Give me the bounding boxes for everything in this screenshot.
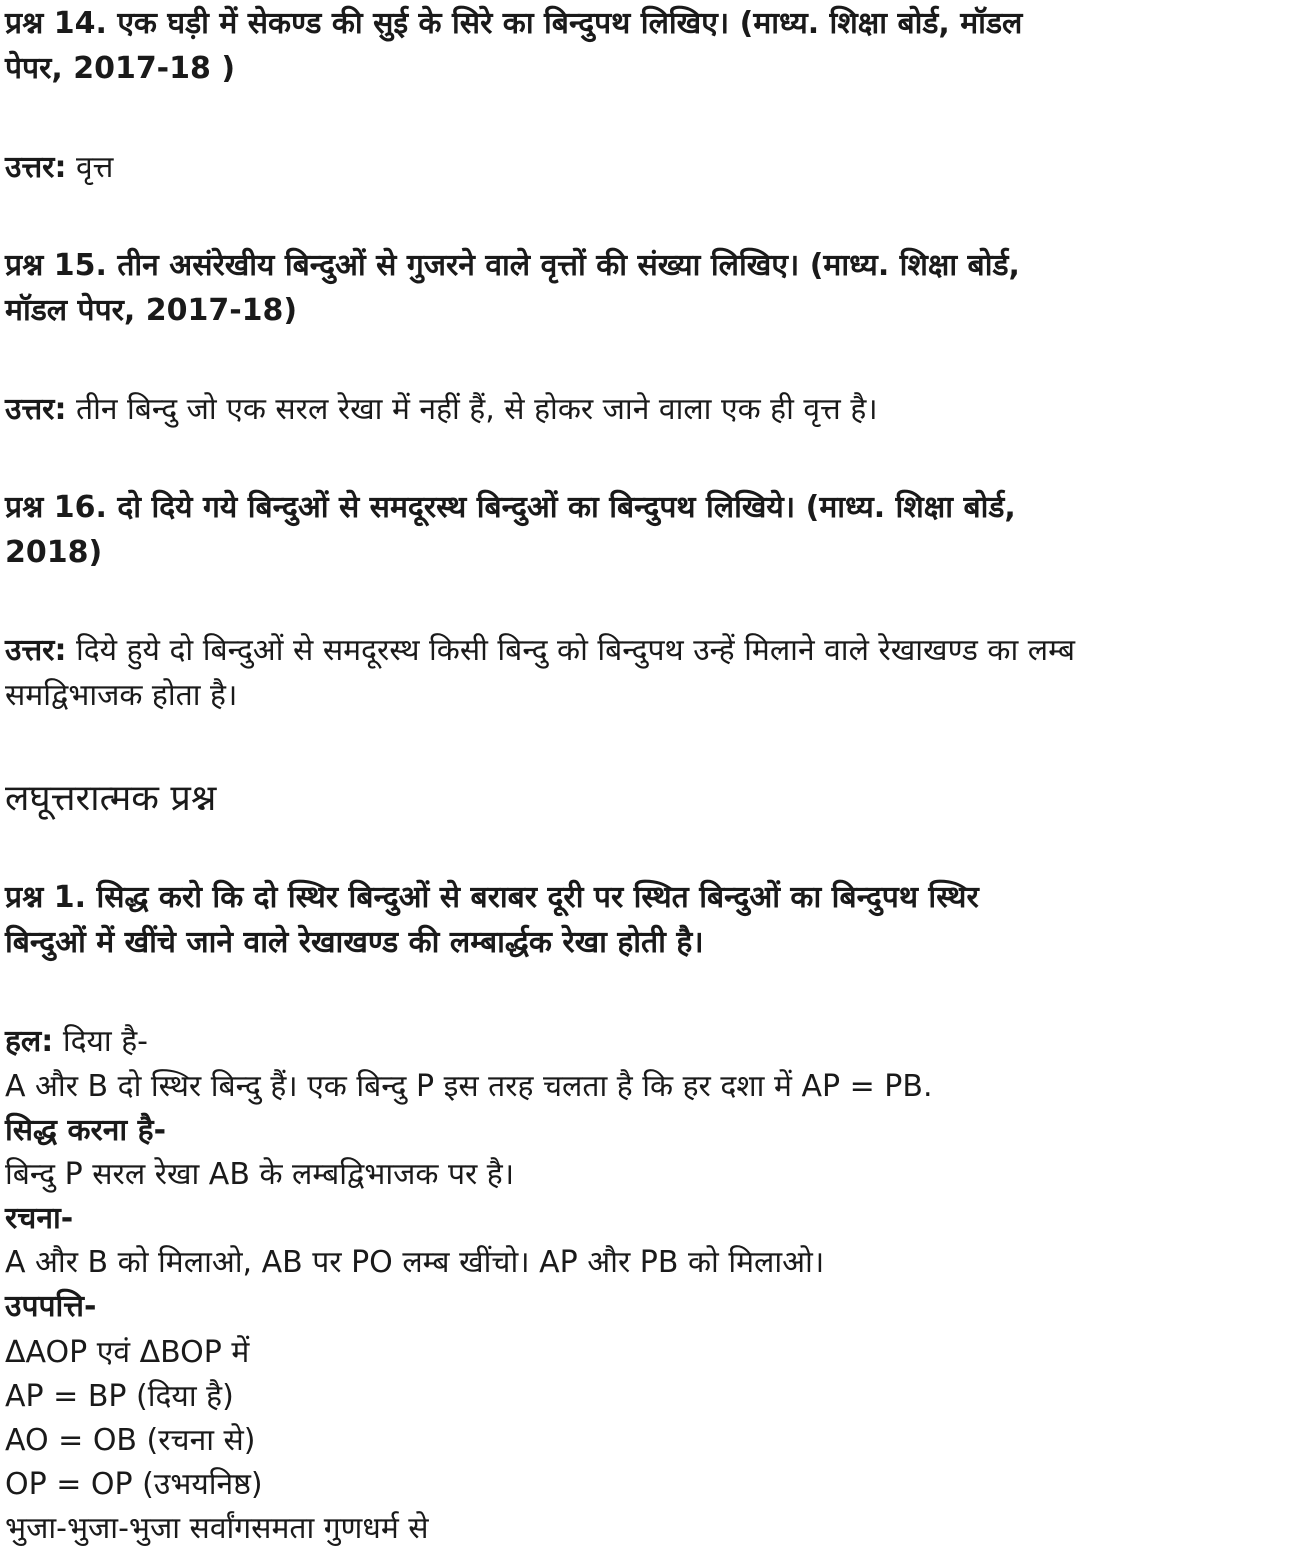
section-heading: लघूत्तरात्मक प्रश्न	[5, 778, 217, 819]
answer-label: उत्तर:	[5, 392, 67, 427]
to-prove-label: सिद्ध करना है-	[5, 1113, 167, 1148]
answer-text: वृत्त	[66, 150, 114, 185]
proof-line: ΔAOP एवं ΔBOP में	[5, 1335, 250, 1370]
answer-16-line-1	[5, 629, 1075, 673]
construction-statement: A और B को मिलाओ, AB पर PO लम्ब खींचो। AP और PB को मिलाओ।	[5, 1245, 825, 1280]
proof-line: भुजा-भुजा-भुजा सर्वांगसमता गुणधर्म से	[5, 1511, 429, 1546]
solution-label: हल:	[5, 1024, 54, 1059]
proof-line: AP = BP (दिया है)	[5, 1379, 234, 1414]
answer-14	[5, 146, 113, 190]
proof-line: AO = OB (रचना से)	[5, 1423, 256, 1458]
construction-label: रचना-	[5, 1201, 74, 1236]
given-statement: A और B दो स्थिर बिन्दु हैं। एक बिन्दु P इस तरह चलता है कि हर दशा में AP = PB.	[5, 1069, 933, 1104]
question-15-line-1: प्रश्न 15. तीन असंरेखीय बिन्दुओं से गुजरने वाले वृत्तों की संख्या लिखिए। (माध्य. शिक्षा बोर्ड,	[5, 248, 1020, 283]
to-prove-statement: बिन्दु P सरल रेखा AB के लम्बद्विभाजक पर है।	[5, 1157, 515, 1192]
solution-intro-text: दिया है-	[53, 1024, 148, 1059]
answer-text: दिये हुये दो बिन्दुओं से समदूरस्थ किसी बिन्दु को बिन्दुपथ उन्हें मिलाने वाले रेखाखण्ड का लम्ब	[66, 633, 1075, 668]
answer-16-line-2: समद्विभाजक होता है।	[5, 678, 238, 713]
question-1-line-2: बिन्दुओं में खींचे जाने वाले रेखाखण्ड की लम्बार्द्धक रेखा होती है।	[5, 925, 704, 960]
question-14-line-2: पेपर, 2017-18 )	[5, 51, 236, 86]
answer-label: उत्तर:	[5, 633, 67, 668]
question-16-line-2: 2018)	[5, 535, 103, 570]
answer-text: तीन बिन्दु जो एक सरल रेखा में नहीं हैं, से होकर जाने वाला एक ही वृत्त है।	[66, 392, 878, 427]
question-1-line-1: प्रश्न 1. सिद्ध करो कि दो स्थिर बिन्दुओं से बराबर दूरी पर स्थित बिन्दुओं का बिन्दुपथ स्थिर	[5, 880, 979, 915]
solution-intro	[5, 1020, 148, 1064]
answer-15	[5, 388, 878, 432]
question-15-line-2: मॉडल पेपर, 2017-18)	[5, 293, 298, 328]
question-16-line-1: प्रश्न 16. दो दिये गये बिन्दुओं से समदूरस्थ बिन्दुओं का बिन्दुपथ लिखिये। (माध्य. शिक्षा बोर्ड,	[5, 490, 1016, 525]
proof-label: उपपत्ति-	[5, 1289, 97, 1324]
answer-label: उत्तर:	[5, 150, 67, 185]
proof-line: OP = OP (उभयनिष्ठ)	[5, 1467, 263, 1502]
question-14-line-1: प्रश्न 14. एक घड़ी में सेकण्ड की सुई के सिरे का बिन्दुपथ लिखिए। (माध्य. शिक्षा बोर्ड, मॉडल	[5, 6, 1023, 41]
